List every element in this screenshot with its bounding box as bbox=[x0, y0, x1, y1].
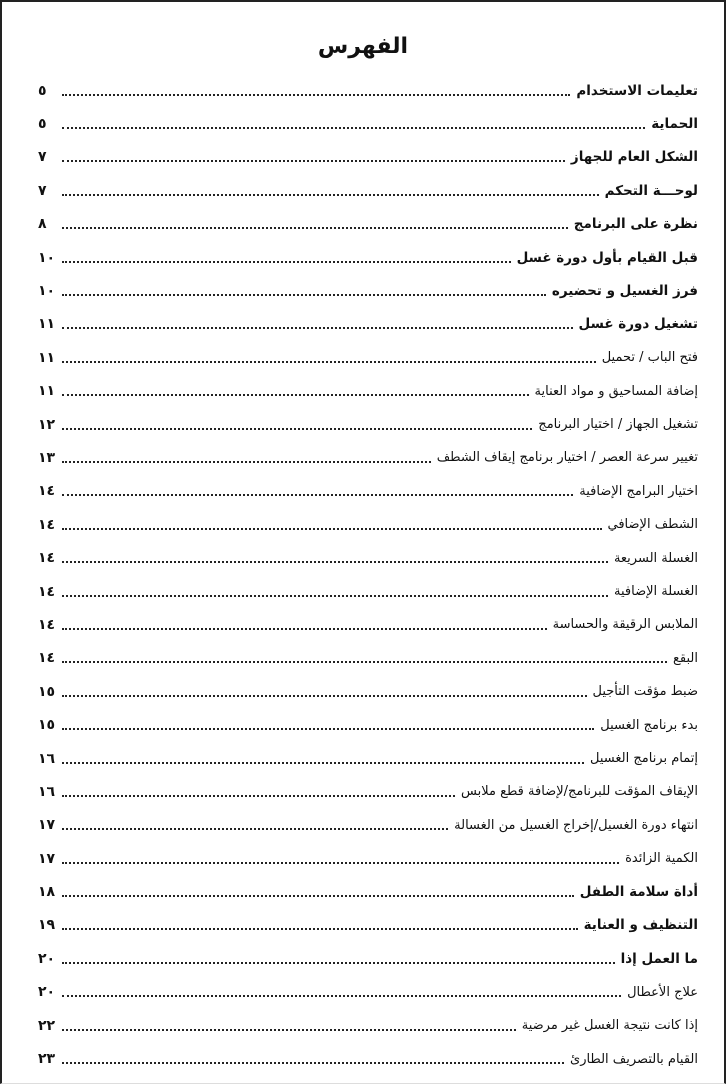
dot-leader bbox=[62, 294, 546, 296]
toc-entry-page-number: ٢٠ bbox=[38, 950, 56, 967]
toc-entry-page-number: ١٦ bbox=[38, 783, 56, 800]
toc-entry bbox=[38, 508, 698, 541]
toc-entry-label: ضبط مؤقت التأجيل bbox=[592, 684, 698, 700]
dot-leader bbox=[62, 1062, 564, 1064]
toc-entry-page-number: ١٤ bbox=[38, 583, 56, 600]
toc-entry-label: فرز الغسيل و تحضيره bbox=[551, 283, 698, 300]
toc-entry bbox=[38, 541, 698, 574]
toc-entry-page-number: ١١ bbox=[38, 383, 56, 400]
dot-leader bbox=[62, 361, 596, 363]
toc-entry-page-number: ٧ bbox=[38, 149, 47, 166]
dot-leader bbox=[62, 895, 574, 897]
toc-entry bbox=[38, 675, 698, 708]
toc-entry bbox=[38, 742, 698, 775]
toc-entry bbox=[38, 642, 698, 675]
toc-entry-page-number: ١٠ bbox=[38, 283, 56, 300]
dot-leader bbox=[62, 962, 615, 964]
dot-leader bbox=[62, 762, 584, 764]
toc-entry-page-number: ٥ bbox=[38, 82, 47, 99]
toc-entry-page-number: ٢٠ bbox=[38, 984, 56, 1001]
toc-entry-label: بدء برنامج الغسيل bbox=[600, 717, 698, 733]
toc-entry-page-number: ١٤ bbox=[38, 483, 56, 500]
toc-entry-label: الشطف الإضافي bbox=[607, 517, 698, 533]
toc-entry-label: تشغيل دورة غسل bbox=[578, 316, 698, 333]
toc-entry-page-number: ١٥ bbox=[38, 683, 56, 700]
toc-entry-page-number: ١٦ bbox=[38, 750, 56, 767]
toc-entry-label: تشغيل الجهاز / اختيار البرنامج bbox=[538, 417, 698, 433]
toc-entry-label: القيام بالتصريف الطارئ bbox=[570, 1051, 698, 1067]
dot-leader bbox=[62, 728, 594, 730]
toc-entry-page-number: ٢٢ bbox=[38, 1017, 56, 1034]
toc-entry-page-number: ١٢ bbox=[38, 416, 56, 433]
dot-leader bbox=[62, 561, 608, 563]
dot-leader bbox=[62, 160, 565, 162]
toc-entry-page-number: ١٨ bbox=[38, 884, 56, 901]
toc-entry-page-number: ١٠ bbox=[38, 249, 56, 266]
dot-leader bbox=[62, 394, 529, 396]
toc-entry-page-number: ٥ bbox=[38, 116, 47, 133]
dot-leader bbox=[62, 628, 547, 630]
dot-leader bbox=[62, 261, 511, 263]
toc-entry-label: اختيار البرامج الإضافية bbox=[579, 483, 698, 499]
toc-entry-page-number: ١٧ bbox=[38, 850, 56, 867]
dot-leader bbox=[62, 661, 667, 663]
toc-entry bbox=[38, 107, 698, 140]
toc-entry-page-number: ٧ bbox=[38, 182, 47, 199]
toc-entry-page-number: ١٤ bbox=[38, 550, 56, 567]
toc-entry bbox=[38, 842, 698, 875]
toc-entry-page-number: ١١ bbox=[38, 349, 56, 366]
toc-entry-page-number: ٢٣ bbox=[38, 1051, 56, 1068]
dot-leader bbox=[62, 461, 431, 463]
toc-entry bbox=[38, 775, 698, 808]
toc-entry-page-number: ١٣ bbox=[38, 449, 56, 466]
toc-entry-label: إضافة المساحيق و مواد العناية bbox=[534, 383, 698, 399]
dot-leader bbox=[62, 194, 599, 196]
toc-entry bbox=[38, 208, 698, 241]
dot-leader bbox=[62, 494, 573, 496]
dot-leader bbox=[62, 862, 619, 864]
toc-entry bbox=[38, 1042, 698, 1075]
toc-entry-label: لوحـــة التحكم bbox=[604, 182, 698, 199]
dot-leader bbox=[62, 828, 448, 830]
table-of-contents bbox=[38, 74, 698, 1076]
dot-leader bbox=[62, 428, 532, 430]
toc-entry bbox=[38, 441, 698, 474]
toc-entry bbox=[38, 608, 698, 641]
toc-entry bbox=[38, 308, 698, 341]
toc-entry-page-number: ١٤ bbox=[38, 650, 56, 667]
page-title: الفهرس bbox=[317, 34, 409, 59]
dot-leader bbox=[62, 127, 645, 129]
toc-entry bbox=[38, 74, 698, 107]
dot-leader bbox=[62, 595, 608, 597]
toc-entry bbox=[38, 375, 698, 408]
toc-entry bbox=[38, 976, 698, 1009]
toc-entry-page-number: ١٤ bbox=[38, 516, 56, 533]
toc-entry-page-number: ١٥ bbox=[38, 717, 56, 734]
toc-entry bbox=[38, 174, 698, 207]
dot-leader bbox=[62, 795, 455, 797]
toc-entry-page-number: ١٧ bbox=[38, 817, 56, 834]
toc-entry-label: قبل القيام بأول دورة غسل bbox=[516, 249, 698, 266]
dot-leader bbox=[62, 327, 573, 329]
dot-leader bbox=[62, 695, 587, 697]
toc-entry-label: نظرة على البرنامج bbox=[573, 216, 698, 233]
dot-leader bbox=[62, 995, 621, 997]
toc-entry bbox=[38, 942, 698, 975]
toc-entry-page-number: ١٤ bbox=[38, 616, 56, 633]
dot-leader bbox=[62, 528, 602, 530]
toc-entry bbox=[38, 809, 698, 842]
toc-entry-page-number: ٨ bbox=[38, 216, 47, 233]
toc-entry bbox=[38, 341, 698, 374]
dot-leader bbox=[62, 928, 578, 930]
toc-entry bbox=[38, 1009, 698, 1042]
toc-entry-label: الحماية bbox=[651, 116, 698, 133]
toc-entry-label: علاج الأعطال bbox=[627, 984, 698, 1000]
toc-entry bbox=[38, 475, 698, 508]
toc-entry bbox=[38, 241, 698, 274]
toc-entry-page-number: ١٩ bbox=[38, 917, 56, 934]
toc-entry bbox=[38, 708, 698, 741]
toc-entry-label: الملابس الرقيقة والحساسة bbox=[552, 617, 698, 633]
toc-entry-label: انتهاء دورة الغسيل/إخراج الغسيل من الغسالة bbox=[454, 817, 698, 833]
toc-entry-label: ما العمل إذا bbox=[620, 950, 698, 967]
toc-entry-label: التنظيف و العناية bbox=[583, 917, 698, 934]
toc-entry-label: إتمام برنامج الغسيل bbox=[590, 751, 698, 766]
toc-entry bbox=[38, 141, 698, 174]
dot-leader bbox=[62, 94, 570, 96]
toc-entry-label: الغسلة السريعة bbox=[613, 550, 698, 566]
toc-entry-label: تعليمات الاستخدام bbox=[576, 82, 698, 99]
dot-leader bbox=[62, 1029, 516, 1031]
toc-entry-label: أداة سلامة الطفل bbox=[579, 884, 698, 901]
toc-entry bbox=[38, 875, 698, 908]
toc-entry bbox=[38, 408, 698, 441]
toc-entry-label: الشكل العام للجهاز bbox=[570, 149, 698, 166]
dot-leader bbox=[62, 227, 568, 229]
toc-entry-label: إذا كانت نتيجة الغسل غير مرضية bbox=[521, 1018, 698, 1034]
toc-entry-label: فتح الباب / تحميل bbox=[601, 350, 698, 366]
toc-entry-label: الكمية الزائدة bbox=[625, 851, 698, 867]
toc-entry bbox=[38, 274, 698, 307]
toc-entry bbox=[38, 575, 698, 608]
toc-entry-label: البقع bbox=[673, 650, 698, 666]
toc-entry bbox=[38, 909, 698, 942]
toc-entry-label: تغيير سرعة العصر / اختيار برنامج إيقاف الشطف bbox=[436, 450, 698, 466]
toc-entry-page-number: ١١ bbox=[38, 316, 56, 333]
toc-entry-label: الغسلة الإضافية bbox=[614, 584, 698, 600]
toc-entry-label: الإيقاف المؤقت للبرنامج/لإضافة قطع ملابس bbox=[461, 784, 698, 800]
